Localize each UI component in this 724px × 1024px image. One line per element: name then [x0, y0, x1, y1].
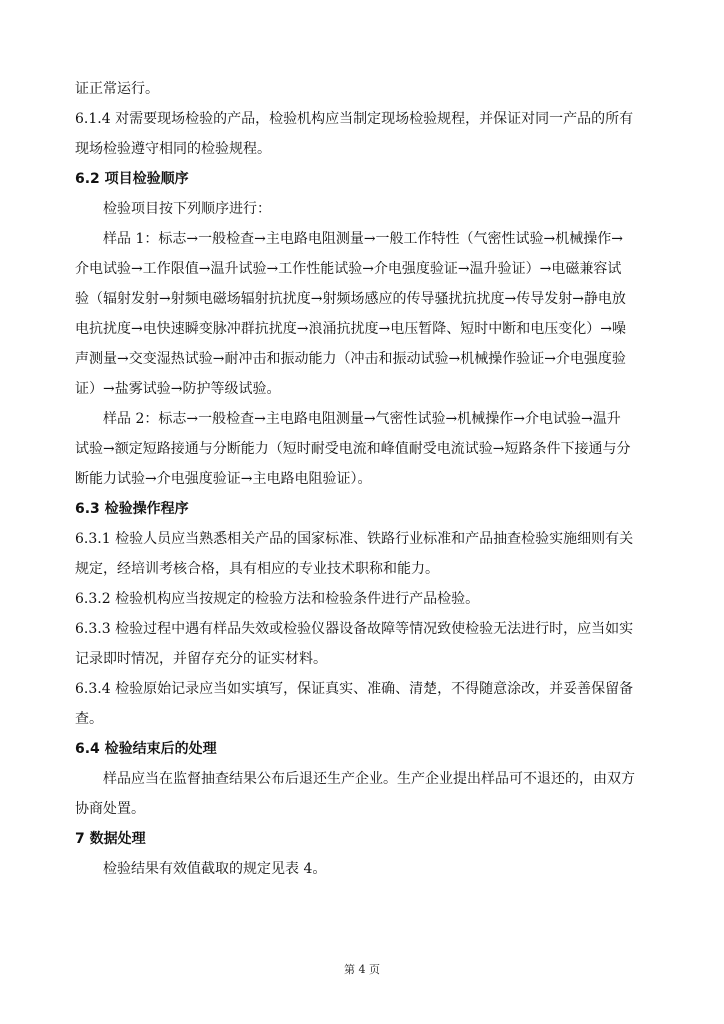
body-line: 断能力试验→介电强度验证→主电路电阻验证）。: [75, 471, 372, 487]
body-line: 协商处置。: [75, 801, 145, 817]
clause-6-3-2: 6.3.2 检验机构应当按规定的检验方法和检验条件进行产品检验。: [75, 591, 480, 607]
body-line: 现场检验遵守相同的检验规程。: [75, 141, 271, 157]
section-heading-7: 7 数据处理: [75, 831, 146, 847]
sample-1-paragraph: 样品 1：标志→一般检查→主电路电阻测量→一般工作特性（气密性试验→机械操作→: [103, 231, 624, 247]
clause-6-3-1: 6.3.1 检验人员应当熟悉相关产品的国家标准、铁路行业标准和产品抽查检验实施细则有关: [75, 531, 634, 547]
body-line: 验（辐射发射→射频电磁场辐射抗扰度→射频场感应的传导骚扰抗扰度→传导发射→静电放: [75, 291, 626, 307]
page-number: 第 4 页: [344, 963, 380, 976]
sample-2-paragraph: 样品 2：标志→一般检查→主电路电阻测量→气密性试验→机械操作→介电试验→温升: [103, 411, 621, 427]
body-line: 样品应当在监督抽查结果公布后退还生产企业。生产企业提出样品可不退还的，由双方: [103, 771, 635, 787]
body-line: 检验项目按下列顺序进行：: [103, 201, 271, 217]
clause-6-3-4: 6.3.4 检验原始记录应当如实填写，保证真实、准确、清楚，不得随意涂改，并妥善保留备: [75, 681, 634, 697]
body-line: 试验→额定短路接通与分断能力（短时耐受电流和峰值耐受电流试验→短路条件下接通与分: [75, 441, 631, 457]
body-line: 记录即时情况，并留存充分的证实材料。: [75, 651, 327, 667]
section-heading-6-4: 6.4 检验结束后的处理: [75, 741, 217, 757]
body-line: 证）→盐雾试验→防护等级试验。: [75, 381, 281, 397]
section-heading-6-2: 6.2 项目检验顺序: [75, 171, 189, 187]
body-line: 检验结果有效值截取的规定见表 4。: [103, 861, 327, 877]
section-heading-6-3: 6.3 检验操作程序: [75, 501, 189, 517]
body-line: 规定，经培训考核合格，具有相应的专业技术职称和能力。: [75, 561, 439, 577]
document-body: [75, 74, 659, 884]
body-line: 电抗扰度→电快速瞬变脉冲群抗扰度→浪涌抗扰度→电压暂降、短时中断和电压变化）→噪: [75, 321, 626, 337]
clause-6-1-4: 6.1.4 对需要现场检验的产品，检验机构应当制定现场检验规程，并保证对同一产品的所有: [75, 111, 634, 127]
body-line: 证正常运行。: [75, 81, 159, 97]
clause-6-3-3: 6.3.3 检验过程中遇有样品失效或检验仪器设备故障等情况致使检验无法进行时，应当如实: [75, 621, 634, 637]
body-line: 声测量→交变湿热试验→耐冲击和振动能力（冲击和振动试验→机械操作验证→介电强度验: [75, 351, 626, 367]
body-line: 查。: [75, 711, 103, 727]
body-line: 介电试验→工作限值→温升试验→工作性能试验→介电强度验证→温升验证）→电磁兼容试: [75, 261, 622, 277]
